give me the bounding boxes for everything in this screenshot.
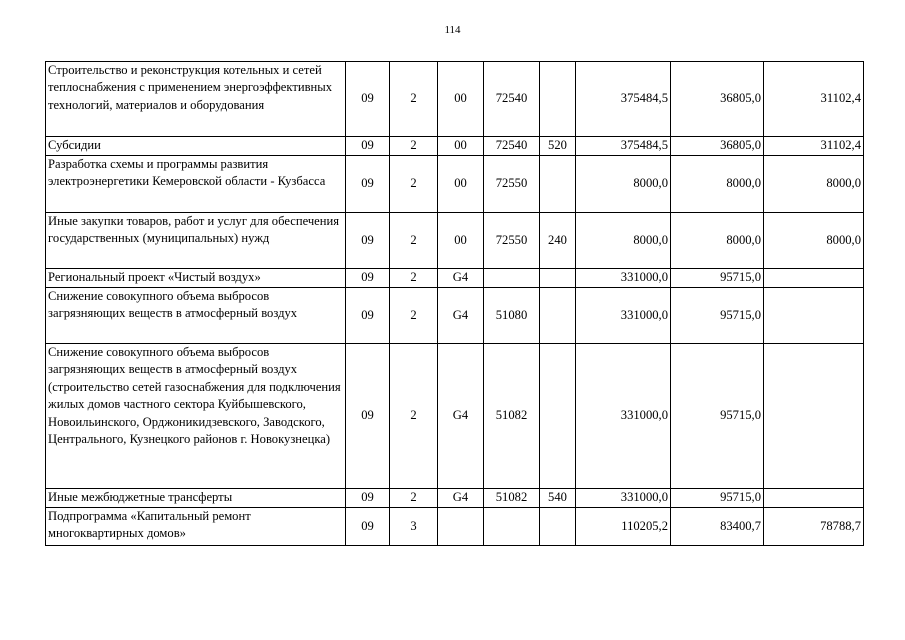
cell-section: 09	[346, 213, 390, 269]
cell-subsection: 2	[390, 269, 438, 288]
cell-vid	[540, 156, 576, 213]
cell-year1: 331000,0	[576, 489, 671, 508]
cell-code: 51080	[484, 288, 540, 344]
cell-program	[438, 508, 484, 546]
table-row	[46, 508, 864, 546]
cell-code: 51082	[484, 489, 540, 508]
cell-year2: 36805,0	[671, 137, 764, 156]
cell-section: 09	[346, 508, 390, 546]
cell-vid	[540, 62, 576, 137]
cell-program: 00	[438, 62, 484, 137]
cell-year3: 8000,0	[764, 213, 864, 269]
cell-year3: 31102,4	[764, 137, 864, 156]
cell-section: 09	[346, 344, 390, 489]
cell-year1: 8000,0	[576, 156, 671, 213]
row-name: Иные закупки товаров, работ и услуг для обеспечения государственных (муниципальных) нужд	[46, 213, 346, 269]
cell-subsection: 3	[390, 508, 438, 546]
cell-year3	[764, 344, 864, 489]
cell-subsection: 2	[390, 137, 438, 156]
cell-year2: 83400,7	[671, 508, 764, 546]
row-name: Снижение совокупного объема выбросов загрязняющих веществ в атмосферный воздух (строительство сетей газоснабжения для подключения жилых домов частного сектора Куйбышевского, Новоильинского, Орджоникидзевского, Заводского, Центрального, Кузнецкого районов г. Новокузнецка)	[46, 344, 346, 489]
cell-year2: 95715,0	[671, 489, 764, 508]
cell-code	[484, 269, 540, 288]
cell-section: 09	[346, 288, 390, 344]
cell-year1: 331000,0	[576, 288, 671, 344]
cell-year1: 8000,0	[576, 213, 671, 269]
cell-vid	[540, 508, 576, 546]
table-row	[46, 489, 864, 508]
table-row	[46, 344, 864, 489]
cell-year1: 375484,5	[576, 137, 671, 156]
cell-program: 00	[438, 137, 484, 156]
cell-year2: 36805,0	[671, 62, 764, 137]
cell-section: 09	[346, 156, 390, 213]
cell-year3	[764, 489, 864, 508]
cell-section: 09	[346, 62, 390, 137]
cell-subsection: 2	[390, 156, 438, 213]
cell-year3	[764, 269, 864, 288]
cell-year1: 331000,0	[576, 269, 671, 288]
cell-program: G4	[438, 344, 484, 489]
row-name: Строительство и реконструкция котельных и сетей теплоснабжения с применением энергоэффективных технологий, материалов и оборудования	[46, 62, 346, 137]
table-row	[46, 269, 864, 288]
cell-program: G4	[438, 489, 484, 508]
cell-year3: 78788,7	[764, 508, 864, 546]
cell-code	[484, 508, 540, 546]
cell-year2: 95715,0	[671, 269, 764, 288]
cell-vid: 540	[540, 489, 576, 508]
cell-year3	[764, 288, 864, 344]
cell-vid	[540, 269, 576, 288]
budget-table	[45, 61, 864, 546]
cell-code: 72540	[484, 137, 540, 156]
cell-subsection: 2	[390, 344, 438, 489]
cell-section: 09	[346, 489, 390, 508]
cell-year1: 375484,5	[576, 62, 671, 137]
cell-program: 00	[438, 213, 484, 269]
cell-program: G4	[438, 269, 484, 288]
cell-code: 72550	[484, 156, 540, 213]
cell-year3: 8000,0	[764, 156, 864, 213]
cell-year1: 331000,0	[576, 344, 671, 489]
table-row	[46, 62, 864, 137]
cell-section: 09	[346, 269, 390, 288]
cell-year2: 8000,0	[671, 213, 764, 269]
table-row	[46, 137, 864, 156]
row-name: Иные межбюджетные трансферты	[46, 489, 346, 508]
cell-subsection: 2	[390, 288, 438, 344]
table-row	[46, 288, 864, 344]
row-name: Разработка схемы и программы развития электроэнергетики Кемеровской области - Кузбасса	[46, 156, 346, 213]
cell-subsection: 2	[390, 489, 438, 508]
cell-subsection: 2	[390, 213, 438, 269]
cell-vid: 240	[540, 213, 576, 269]
cell-vid: 520	[540, 137, 576, 156]
cell-year2: 8000,0	[671, 156, 764, 213]
page-number: 114	[444, 24, 461, 36]
cell-year3: 31102,4	[764, 62, 864, 137]
cell-section: 09	[346, 137, 390, 156]
cell-program: 00	[438, 156, 484, 213]
table-row	[46, 156, 864, 213]
cell-vid	[540, 344, 576, 489]
cell-year2: 95715,0	[671, 344, 764, 489]
row-name: Региональный проект «Чистый воздух»	[46, 269, 346, 288]
row-name: Подпрограмма «Капитальный ремонт многоквартирных домов»	[46, 508, 346, 546]
cell-code: 51082	[484, 344, 540, 489]
cell-program: G4	[438, 288, 484, 344]
cell-year2: 95715,0	[671, 288, 764, 344]
cell-code: 72540	[484, 62, 540, 137]
cell-vid	[540, 288, 576, 344]
cell-year1: 110205,2	[576, 508, 671, 546]
row-name: Снижение совокупного объема выбросов загрязняющих веществ в атмосферный воздух	[46, 288, 346, 344]
row-name: Субсидии	[46, 137, 346, 156]
cell-code: 72550	[484, 213, 540, 269]
table-row	[46, 213, 864, 269]
cell-subsection: 2	[390, 62, 438, 137]
